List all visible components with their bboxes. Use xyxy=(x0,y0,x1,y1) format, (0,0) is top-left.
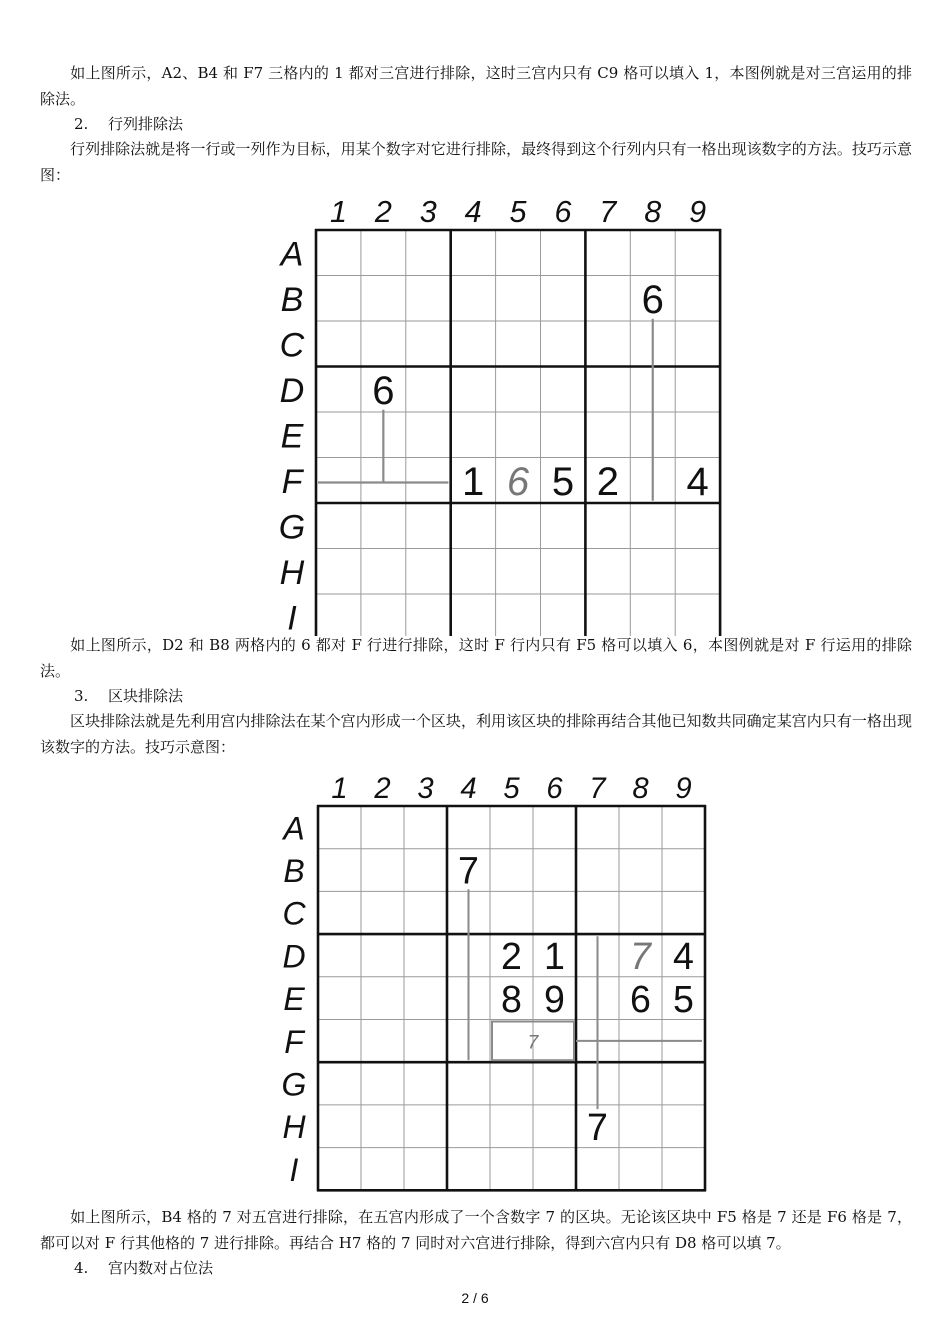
cell-digit: 9 xyxy=(544,977,565,1020)
sudoku-diagram-block-exclusion xyxy=(276,766,726,1196)
column-label: 5 xyxy=(503,773,520,805)
row-label: D xyxy=(282,938,306,975)
row-label: G xyxy=(278,508,306,547)
row-label: F xyxy=(281,462,303,501)
section-heading-block-exclusion xyxy=(74,683,183,709)
row-label: D xyxy=(279,371,305,410)
row-label: I xyxy=(287,599,297,636)
column-label: 5 xyxy=(509,195,527,229)
cell-digit: 7 xyxy=(630,935,651,978)
cell-digit: 7 xyxy=(587,1105,608,1148)
cell-digit: 6 xyxy=(506,459,530,504)
row-label: A xyxy=(283,810,305,847)
column-label: 2 xyxy=(374,195,392,229)
row-label: A xyxy=(280,235,304,274)
page-number: 2 / 6 xyxy=(461,1290,489,1306)
row-label: H xyxy=(279,553,305,592)
row-label: H xyxy=(282,1109,306,1146)
column-label: 7 xyxy=(599,195,617,229)
paragraph-text: 如上图所示，A2、B4 和 F7 三格内的 1 都对三宫进行排除，这时三宫内只有 C9 格可以填入 1，本图例就是对三宫运用的排除法。 xyxy=(40,64,912,108)
column-label: 9 xyxy=(675,773,692,805)
cell-digit: 1 xyxy=(462,459,485,504)
row-label: B xyxy=(280,280,304,319)
cell-digit: 4 xyxy=(686,459,709,504)
section-number: 4. xyxy=(74,1259,89,1277)
row-label: F xyxy=(284,1023,304,1060)
paragraph-box-exclusion-conclusion xyxy=(40,60,912,112)
section-title: 宫内数对占位法 xyxy=(108,1259,214,1277)
column-label: 7 xyxy=(589,773,606,805)
cell-digit: 2 xyxy=(596,459,619,504)
cell-digit: 8 xyxy=(501,977,522,1020)
section-title: 区块排除法 xyxy=(108,687,184,705)
block-candidate-digit: 7 xyxy=(527,1032,539,1054)
section-heading-pair-occupancy xyxy=(74,1255,213,1281)
cell-digit: 5 xyxy=(551,459,575,504)
sudoku-diagram-row-exclusion xyxy=(270,190,730,636)
paragraph-block-exclusion-conclusion xyxy=(40,1204,912,1256)
paragraph-row-column-intro xyxy=(40,136,912,188)
cell-digit: 6 xyxy=(630,977,651,1020)
paragraph-row-exclusion-conclusion xyxy=(40,632,912,684)
row-label: E xyxy=(280,417,304,456)
column-label: 6 xyxy=(554,195,572,229)
column-label: 8 xyxy=(632,773,649,805)
cell-digit: 6 xyxy=(372,368,395,413)
row-label: G xyxy=(281,1066,307,1103)
row-label: B xyxy=(283,853,305,890)
paragraph-text: 行列排除法就是将一行或一列作为目标，用某个数字对它进行排除，最终得到这个行列内只有一格出现该数字的方法。技巧示意图： xyxy=(40,140,912,184)
paragraph-block-exclusion-intro xyxy=(40,708,912,760)
column-label: 1 xyxy=(329,195,347,229)
section-heading-row-column xyxy=(74,111,183,137)
cell-digit: 6 xyxy=(641,277,664,322)
cell-digit: 2 xyxy=(501,935,522,978)
cell-digit: 5 xyxy=(673,977,694,1020)
column-label: 6 xyxy=(546,773,563,805)
column-label: 3 xyxy=(417,773,434,805)
paragraph-text: 如上图所示，B4 格的 7 对五宫进行排除，在五宫内形成了一个含数字 7 的区块。无论该区块中 F5 格是 7 还是 F6 格是 7，都可以对 F 行其他格的 7 进行排除。再结合 H7 格的 7 同时对六宫进行排除，得到六宫内只有 D8 格可以填 7。 xyxy=(40,1208,912,1252)
paragraph-text: 区块排除法就是先利用宫内排除法在某个宫内形成一个区块，利用该区块的排除再结合其他已知数共同确定某宫内只有一格出现该数字的方法。技巧示意图： xyxy=(40,712,912,756)
paragraph-text: 如上图所示，D2 和 B8 两格内的 6 都对 F 行进行排除，这时 F 行内只有 F5 格可以填入 6，本图例就是对 F 行运用的排除法。 xyxy=(40,636,912,680)
section-title: 行列排除法 xyxy=(108,115,184,133)
row-label: I xyxy=(289,1151,299,1188)
section-number: 2. xyxy=(74,115,89,133)
cell-digit: 4 xyxy=(673,935,694,978)
row-label: E xyxy=(283,981,305,1018)
cell-digit: 7 xyxy=(458,849,479,892)
column-label: 4 xyxy=(464,195,482,229)
cell-digit: 1 xyxy=(544,935,565,978)
column-label: 9 xyxy=(689,195,707,229)
column-label: 1 xyxy=(331,773,348,805)
column-label: 4 xyxy=(460,773,477,805)
row-label: C xyxy=(279,326,305,365)
section-number: 3. xyxy=(74,687,89,705)
column-label: 2 xyxy=(374,773,391,805)
column-label: 8 xyxy=(644,195,662,229)
column-label: 3 xyxy=(419,195,437,229)
row-label: C xyxy=(282,895,306,932)
